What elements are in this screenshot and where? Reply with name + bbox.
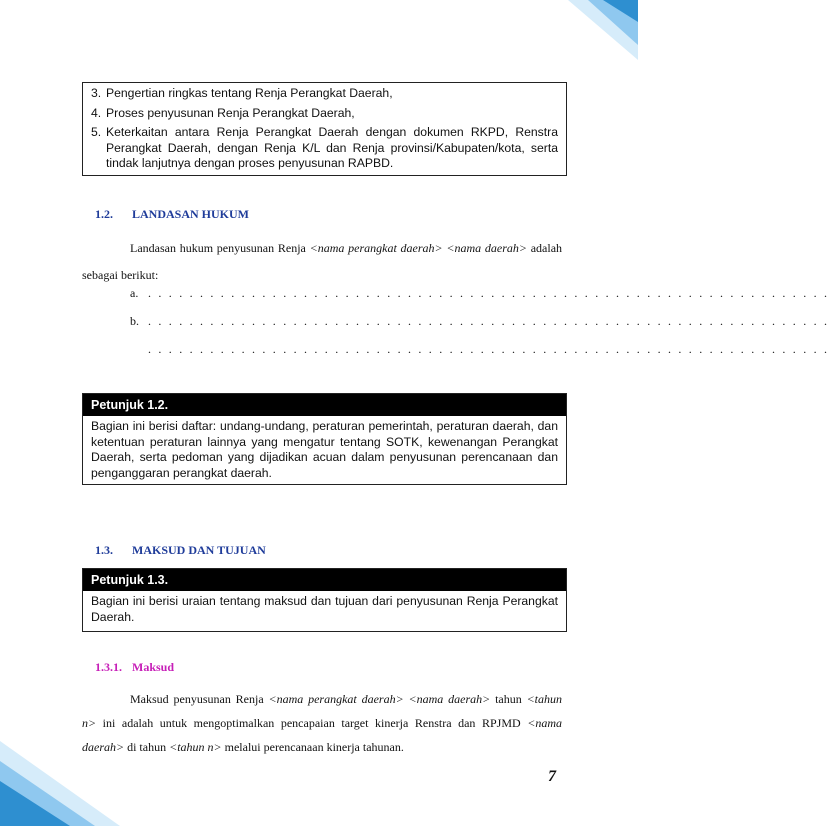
overview-list-box (82, 82, 567, 176)
section-number: 1.3.1. (95, 660, 122, 674)
text-run: Landasan hukum penyusunan Renja (130, 241, 310, 255)
list-item (91, 125, 558, 172)
placeholder-nama-daerah: <nama daerah> (408, 692, 491, 706)
section-heading-1-3 (95, 543, 266, 558)
placeholder-nama-daerah: <nama daerah> (82, 716, 562, 754)
hint-box-1-3 (82, 568, 567, 632)
text-run: tahun (490, 692, 527, 706)
hint-box-1-2 (82, 393, 567, 485)
placeholder-tahun: <tahun n> (169, 740, 222, 754)
list-item-text: Keterkaitan antara Renja Perangkat Daerah dengan dokumen RKPD, Renstra Perangkat Daerah, dengan Renja K/L dan Renja provinsi/Kabupaten/kota, serta tindak lanjutnya dengan proses penyusunan RAPBD. (106, 125, 558, 170)
text-run: adalah sebagai berikut: (82, 241, 563, 282)
item-label: a. (130, 286, 139, 300)
section-number: 1.2. (95, 207, 113, 221)
list-item-number: 5. (91, 125, 102, 139)
list-item-text: Proses penyusunan Renja Perangkat Daerah, (106, 105, 355, 120)
section-heading-1-3-1 (95, 660, 174, 675)
placeholder-tahun: <tahun n> (82, 692, 563, 730)
section-title: MAKSUD DAN TUJUAN (132, 543, 266, 557)
text-run: melalui perencanaan kinerja tahunan. (221, 740, 404, 754)
item-dots: . . . . . . . . . . . . . . . . . . . . . . . . . . . . . . . . . . . . . . . . . . . . . . . . . . . . . . . . . . . . . . . . . . (148, 314, 829, 328)
placeholder-perangkat-daerah: <nama perangkat daerah> (309, 241, 443, 255)
item-dots: . . . . . . . . . . . . . . . . . . . . . . . . . . . . . . . . . . . . . . . . . . . . . . . . . . . . . . . . . . . . . . . . . . (148, 286, 829, 300)
corner-decoration-top-right-icon (558, 0, 638, 60)
text-run: ini adalah untuk mengoptimalkan pencapaian target kinerja Renstra dan RPJMD (96, 716, 528, 730)
placeholder-perangkat-daerah: <nama perangkat daerah> (268, 692, 404, 706)
text-run: Maksud penyusunan Renja (130, 692, 269, 706)
list-item (91, 86, 558, 102)
hint-title: Petunjuk 1.2. (83, 394, 566, 416)
list-item-number: 4. (91, 105, 102, 120)
text-run: di tahun (124, 740, 170, 754)
section-number: 1.3. (95, 543, 113, 557)
maksud-paragraph (82, 687, 562, 759)
item-dots: . . . . . . . . . . . . . . . . . . . . . . . . . . . . . . . . . . . . . . . . . . . . . . . . . . . . . . . . . . . . . . . . . . (148, 342, 829, 356)
legal-basis-item-continued (130, 342, 829, 357)
item-label: b. (130, 314, 139, 328)
placeholder-nama-daerah: <nama daerah> (446, 241, 527, 255)
hint-body: Bagian ini berisi daftar: undang-undang, peraturan pemerintah, peraturan daerah, dan ketentuan peraturan lainnya yang mengatur tentang SOTK, kewenangan Perangkat Daerah, serta pedoman yang dijadikan acuan dalam penyusunan perencanaan dan penganggaran perangkat daerah. (91, 419, 558, 480)
hint-body: Bagian ini berisi uraian tentang maksud dan tujuan dari penyusunan Renja Perangkat Daerah. (91, 594, 558, 624)
list-item-number: 3. (91, 86, 102, 100)
page-number: 7 (548, 768, 556, 785)
hint-title: Petunjuk 1.3. (83, 569, 566, 591)
landasan-paragraph (82, 235, 562, 289)
section-title: Maksud (132, 660, 175, 674)
list-item-text: Pengertian ringkas tentang Renja Perangkat Daerah, (106, 86, 393, 100)
section-heading-1-2 (95, 207, 249, 222)
section-title: LANDASAN HUKUM (132, 207, 249, 221)
legal-basis-item-b (130, 314, 829, 329)
legal-basis-item-a (130, 286, 829, 301)
list-item (91, 106, 558, 122)
